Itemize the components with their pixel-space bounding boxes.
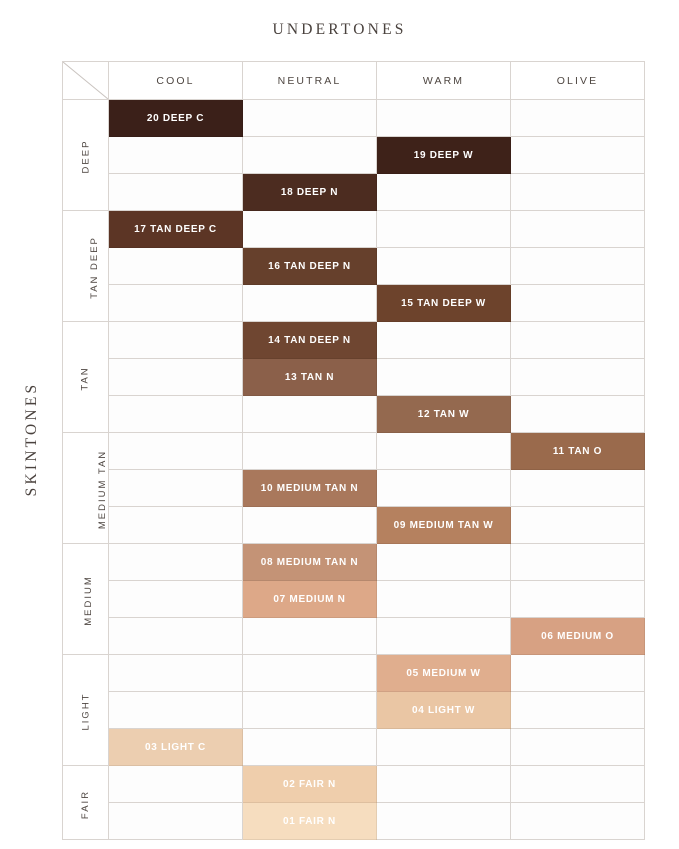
shade-swatch[interactable]: 16 TAN DEEP N [243,248,377,285]
empty-cell [511,581,645,618]
empty-cell [243,137,377,174]
empty-cell [377,729,511,766]
shade-swatch[interactable]: 17 TAN DEEP C [109,211,243,248]
empty-cell [511,544,645,581]
table-row [63,507,645,544]
shade-swatch[interactable]: 02 FAIR N [243,766,377,803]
empty-cell [511,137,645,174]
shade-matrix-table [62,61,645,840]
empty-cell [377,433,511,470]
empty-cell [377,322,511,359]
skintones-axis-title: SKINTONES [23,381,40,497]
empty-cell [511,803,645,840]
empty-cell [109,359,243,396]
empty-cell [377,618,511,655]
table-header-row [63,62,645,100]
table-row [63,396,645,433]
empty-cell [243,729,377,766]
empty-cell [377,766,511,803]
empty-cell [511,359,645,396]
skintone-group-label-text: LIGHT [79,692,91,731]
shade-grid [62,61,645,828]
empty-cell [511,285,645,322]
skintone-group-label-text: FAIR [80,789,91,819]
shade-swatch[interactable]: 04 LIGHT W [377,692,511,729]
empty-cell [377,248,511,285]
empty-cell [243,396,377,433]
skintone-group-label [63,655,109,766]
skintone-group-label [63,322,109,433]
empty-cell [109,581,243,618]
column-header-warm: WARM [377,62,511,100]
empty-cell [243,618,377,655]
empty-cell [109,322,243,359]
skintone-group-label [63,100,109,211]
empty-cell [511,507,645,544]
shade-swatch[interactable]: 07 MEDIUM N [243,581,377,618]
column-header-cool: COOL [109,62,243,100]
empty-cell [243,100,377,137]
table-row [63,692,645,729]
empty-cell [511,655,645,692]
shade-swatch[interactable]: 05 MEDIUM W [377,655,511,692]
empty-cell [511,322,645,359]
shade-swatch[interactable]: 10 MEDIUM TAN N [243,470,377,507]
skintone-group-label-text: MEDIUM TAN [97,449,109,530]
empty-cell [109,655,243,692]
table-row [63,285,645,322]
empty-cell [377,359,511,396]
skintone-group-label [63,433,109,544]
table-row [63,544,645,581]
shade-swatch[interactable]: 08 MEDIUM TAN N [243,544,377,581]
skintone-group-label [63,544,109,655]
table-row [63,174,645,211]
empty-cell [109,470,243,507]
empty-cell [511,100,645,137]
empty-cell [109,396,243,433]
shade-swatch[interactable]: 19 DEEP W [377,137,511,174]
empty-cell [511,248,645,285]
shade-swatch[interactable]: 20 DEEP C [109,100,243,137]
shade-swatch[interactable]: 13 TAN N [243,359,377,396]
table-row [63,729,645,766]
table-row [63,100,645,137]
table-row [63,766,645,803]
column-header-neutral: NEUTRAL [243,62,377,100]
shade-swatch[interactable]: 15 TAN DEEP W [377,285,511,322]
undertones-axis-title: UNDERTONES [272,21,407,38]
skintone-group-label [63,211,109,322]
table-row [63,137,645,174]
corner-cell [63,62,109,100]
table-row [63,803,645,840]
empty-cell [243,692,377,729]
shade-swatch[interactable]: 09 MEDIUM TAN W [377,507,511,544]
empty-cell [109,544,243,581]
empty-cell [377,581,511,618]
empty-cell [511,174,645,211]
empty-cell [109,803,243,840]
empty-cell [109,248,243,285]
skintone-group-label-text: MEDIUM [82,575,94,626]
empty-cell [377,174,511,211]
empty-cell [377,544,511,581]
skintone-group-label-text: TAN [79,366,91,391]
diagonal-divider-icon [63,62,108,99]
empty-cell [377,211,511,248]
empty-cell [109,766,243,803]
empty-cell [109,692,243,729]
table-row [63,655,645,692]
empty-cell [243,433,377,470]
empty-cell [109,507,243,544]
shade-swatch[interactable]: 18 DEEP N [243,174,377,211]
table-row [63,433,645,470]
empty-cell [109,285,243,322]
empty-cell [511,692,645,729]
empty-cell [511,766,645,803]
skintone-group-label [63,766,109,840]
shade-swatch[interactable]: 06 MEDIUM O [511,618,645,655]
table-row [63,322,645,359]
empty-cell [511,211,645,248]
empty-cell [243,285,377,322]
table-row [63,581,645,618]
empty-cell [243,211,377,248]
empty-cell [511,729,645,766]
table-row [63,470,645,507]
skintone-group-label-text: DEEP [80,139,91,174]
table-row [63,211,645,248]
table-row [63,248,645,285]
shade-swatch[interactable]: 01 FAIR N [243,803,377,840]
empty-cell [243,655,377,692]
empty-cell [243,507,377,544]
empty-cell [377,100,511,137]
empty-cell [511,470,645,507]
table-row [63,359,645,396]
shade-matrix-body [63,100,645,840]
table-row [63,618,645,655]
shade-swatch[interactable]: 03 LIGHT C [109,729,243,766]
column-header-olive: OLIVE [511,62,645,100]
empty-cell [377,470,511,507]
empty-cell [109,174,243,211]
empty-cell [511,396,645,433]
shade-swatch[interactable]: 12 TAN W [377,396,511,433]
empty-cell [109,618,243,655]
shade-swatch[interactable]: 11 TAN O [511,433,645,470]
empty-cell [377,803,511,840]
empty-cell [109,433,243,470]
empty-cell [109,137,243,174]
shade-swatch[interactable]: 14 TAN DEEP N [243,322,377,359]
skintone-group-label-text: TAN DEEP [88,236,100,299]
